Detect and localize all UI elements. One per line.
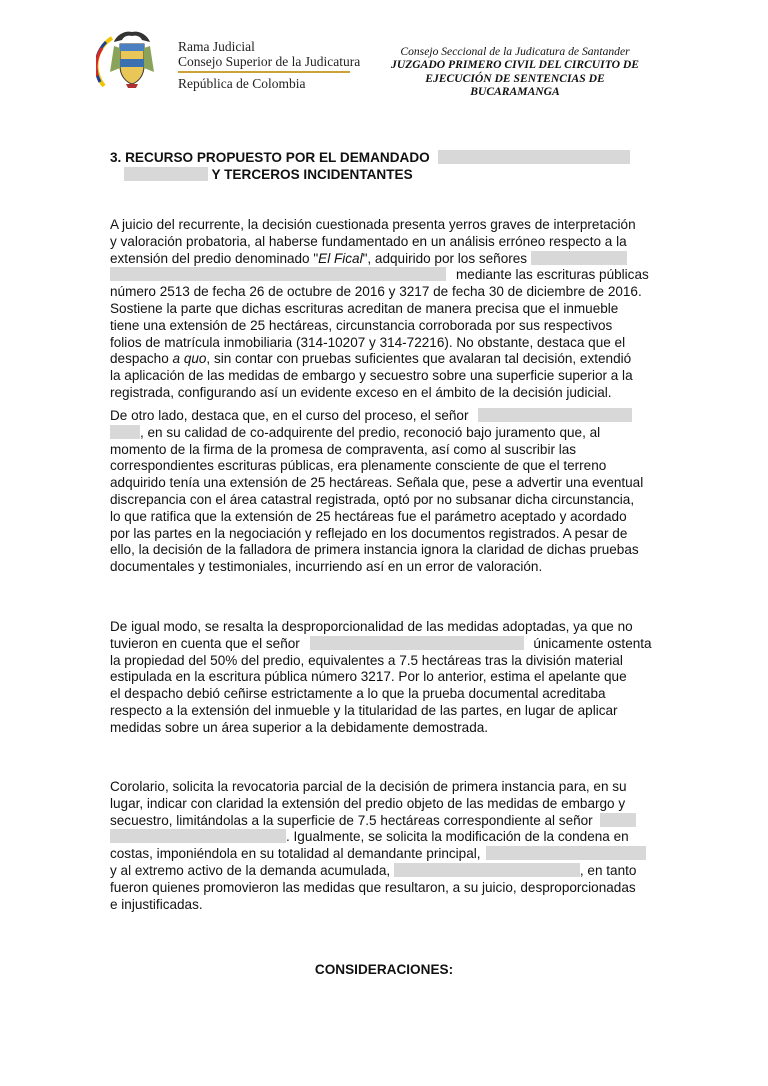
org-divider [178, 71, 350, 73]
redaction-block [394, 863, 580, 877]
latin-term: a quo [172, 351, 207, 367]
text-line: mediante las escrituras públicas [110, 267, 658, 284]
redaction-block [531, 251, 627, 265]
text-line: discrepancia con el área catastral registrada, optó por no subsanar dicha circunstancia, [110, 491, 635, 507]
text-line: número 2513 de fecha 26 de octubre de 2016 y 3217 de fecha 30 de diciembre de 2016. [110, 284, 642, 300]
redaction-block [110, 267, 446, 281]
redaction-block [110, 425, 140, 439]
section-heading [110, 149, 658, 183]
redaction-block [124, 167, 208, 181]
organization-block [178, 39, 360, 91]
text-line: A juicio del recurrente, la decisión cuestionada presenta yerros graves de interpretación [110, 217, 636, 232]
text-line: despacho a quo, sin contar con pruebas suficientes que avalaran tal decisión, extendió [110, 351, 632, 367]
text-line: Corolario, solicita la revocatoria parcial de la decisión de primera instancia para, en su [110, 779, 627, 794]
court-name-line3: BUCARAMANGA [470, 85, 560, 99]
text-line: . Igualmente, se solicita la modificación de la condena en [110, 829, 658, 846]
text-line: tuvieron en cuenta que el señor únicamente ostenta [110, 635, 652, 651]
paragraph-4 [110, 779, 658, 913]
paragraph-3 [110, 619, 658, 737]
colombia-coat-of-arms-icon [96, 26, 168, 92]
text-line: el despacho debió ceñirse estrictamente a lo que la prueba documental acreditaba [110, 686, 606, 702]
redaction-block [110, 829, 286, 843]
redaction-block [600, 813, 636, 827]
text-line: secuestro, limitándolas a la superficie de 7.5 hectáreas correspondiente al señor [110, 813, 658, 830]
redaction-block [486, 846, 646, 860]
text-line: tiene una extensión de 25 hectáreas, circunstancia corroborada por sus respectivos [110, 317, 613, 333]
text-line: la propiedad del 50% del predio, equivalentes a 7.5 hectáreas tras la división material [110, 652, 623, 668]
text-line: lo que ratifica que la extensión de 25 hectáreas fue el parámetro aceptado y acordado [110, 508, 627, 524]
redaction-block [310, 636, 524, 650]
text-line: estipulada en la escritura pública número 3217. Por lo anterior, estima el apelante que [110, 669, 627, 685]
heading-text-a: 3. RECURSO PROPUESTO POR EL DEMANDADO [110, 150, 430, 165]
text-line: y valoración probatoria, al haberse fundamentado en un análisis erróneo respecto a la [110, 233, 627, 249]
heading-text-b: Y TERCEROS INCIDENTANTES [211, 167, 413, 182]
court-council: Consejo Seccional de la Judicatura de Santander [400, 45, 630, 58]
org-name-line3: República de Colombia [178, 75, 306, 91]
text-line: registrada, configurando así un evidente exceso en el ámbito de la decisión judicial. [110, 384, 612, 400]
text-line: , en su calidad de co-adquirente del predio, reconoció bajo juramento que, al [110, 425, 658, 442]
org-name-line1: Rama Judicial [178, 39, 255, 54]
text-line: momento de la firma de la promesa de compraventa, así como al suscribir las [110, 441, 577, 457]
redaction-block [478, 408, 632, 422]
text-line: folios de matrícula inmobiliaria (314-10207 y 314-72216). No obstante, destaca que el [110, 334, 626, 350]
paragraph-2 [110, 408, 658, 576]
text-line: medidas sobre un área superior a la debidamente demostrada. [110, 719, 489, 735]
text-line: adquirido tenía una extensión de 25 hectáreas. Señala que, pese a advertir una eventual [110, 475, 644, 491]
text-line: De otro lado, destaca que, en el curso del proceso, el señor [110, 408, 658, 425]
paragraph-1 [110, 217, 658, 402]
text-line: Sostiene la parte que dichas escrituras acreditan de manera precisa que el inmueble [110, 300, 619, 316]
text-line: e injustificadas. [110, 896, 203, 912]
text-line: por las partes en la negociación y reflejado en los documentos registrados. A pesar de [110, 525, 628, 541]
property-name: El Fical [318, 250, 363, 266]
court-header [372, 45, 658, 99]
text-line: la aplicación de las medidas de embargo y secuestro sobre una superficie superior a la [110, 368, 633, 384]
text-line: correspondientes escrituras públicas, era plenamente consciente de que el terreno [110, 458, 607, 474]
text-line: De igual modo, se resalta la desproporcionalidad de las medidas adoptadas, ya que no [110, 619, 633, 634]
text-line: documentales y testimoniales, incurriendo así en un error de valoración. [110, 559, 543, 575]
org-name-line2: Consejo Superior de la Judicatura [178, 54, 361, 69]
considerations-heading: CONSIDERACIONES: [314, 962, 454, 977]
text-line: extensión del predio denominado "El Fical", adquirido por los señores [110, 251, 658, 268]
court-name-line1: JUZGADO PRIMERO CIVIL DEL CIRCUITO DE [391, 58, 639, 72]
court-name-line2: EJECUCIÓN DE SENTENCIAS DE [425, 71, 605, 85]
text-line: fueron quienes promovieron las medidas que resultaron, a su juicio, desproporcionadas [110, 879, 636, 895]
redaction-block [438, 150, 630, 164]
text-line: costas, imponiéndola en su totalidad al demandante principal, [110, 846, 658, 863]
text-line: y al extremo activo de la demanda acumulada, , en tanto [110, 862, 637, 878]
text-line: respecto a la extensión del inmueble y la titularidad de las partes, en lugar de aplicar [110, 702, 618, 718]
text-line: lugar, indicar con claridad la extensión del predio objeto de las medidas de embargo y [110, 795, 626, 811]
text-line: ello, la decisión de la falladora de primera instancia ignora la claridad de dichas pruebas [110, 542, 639, 558]
